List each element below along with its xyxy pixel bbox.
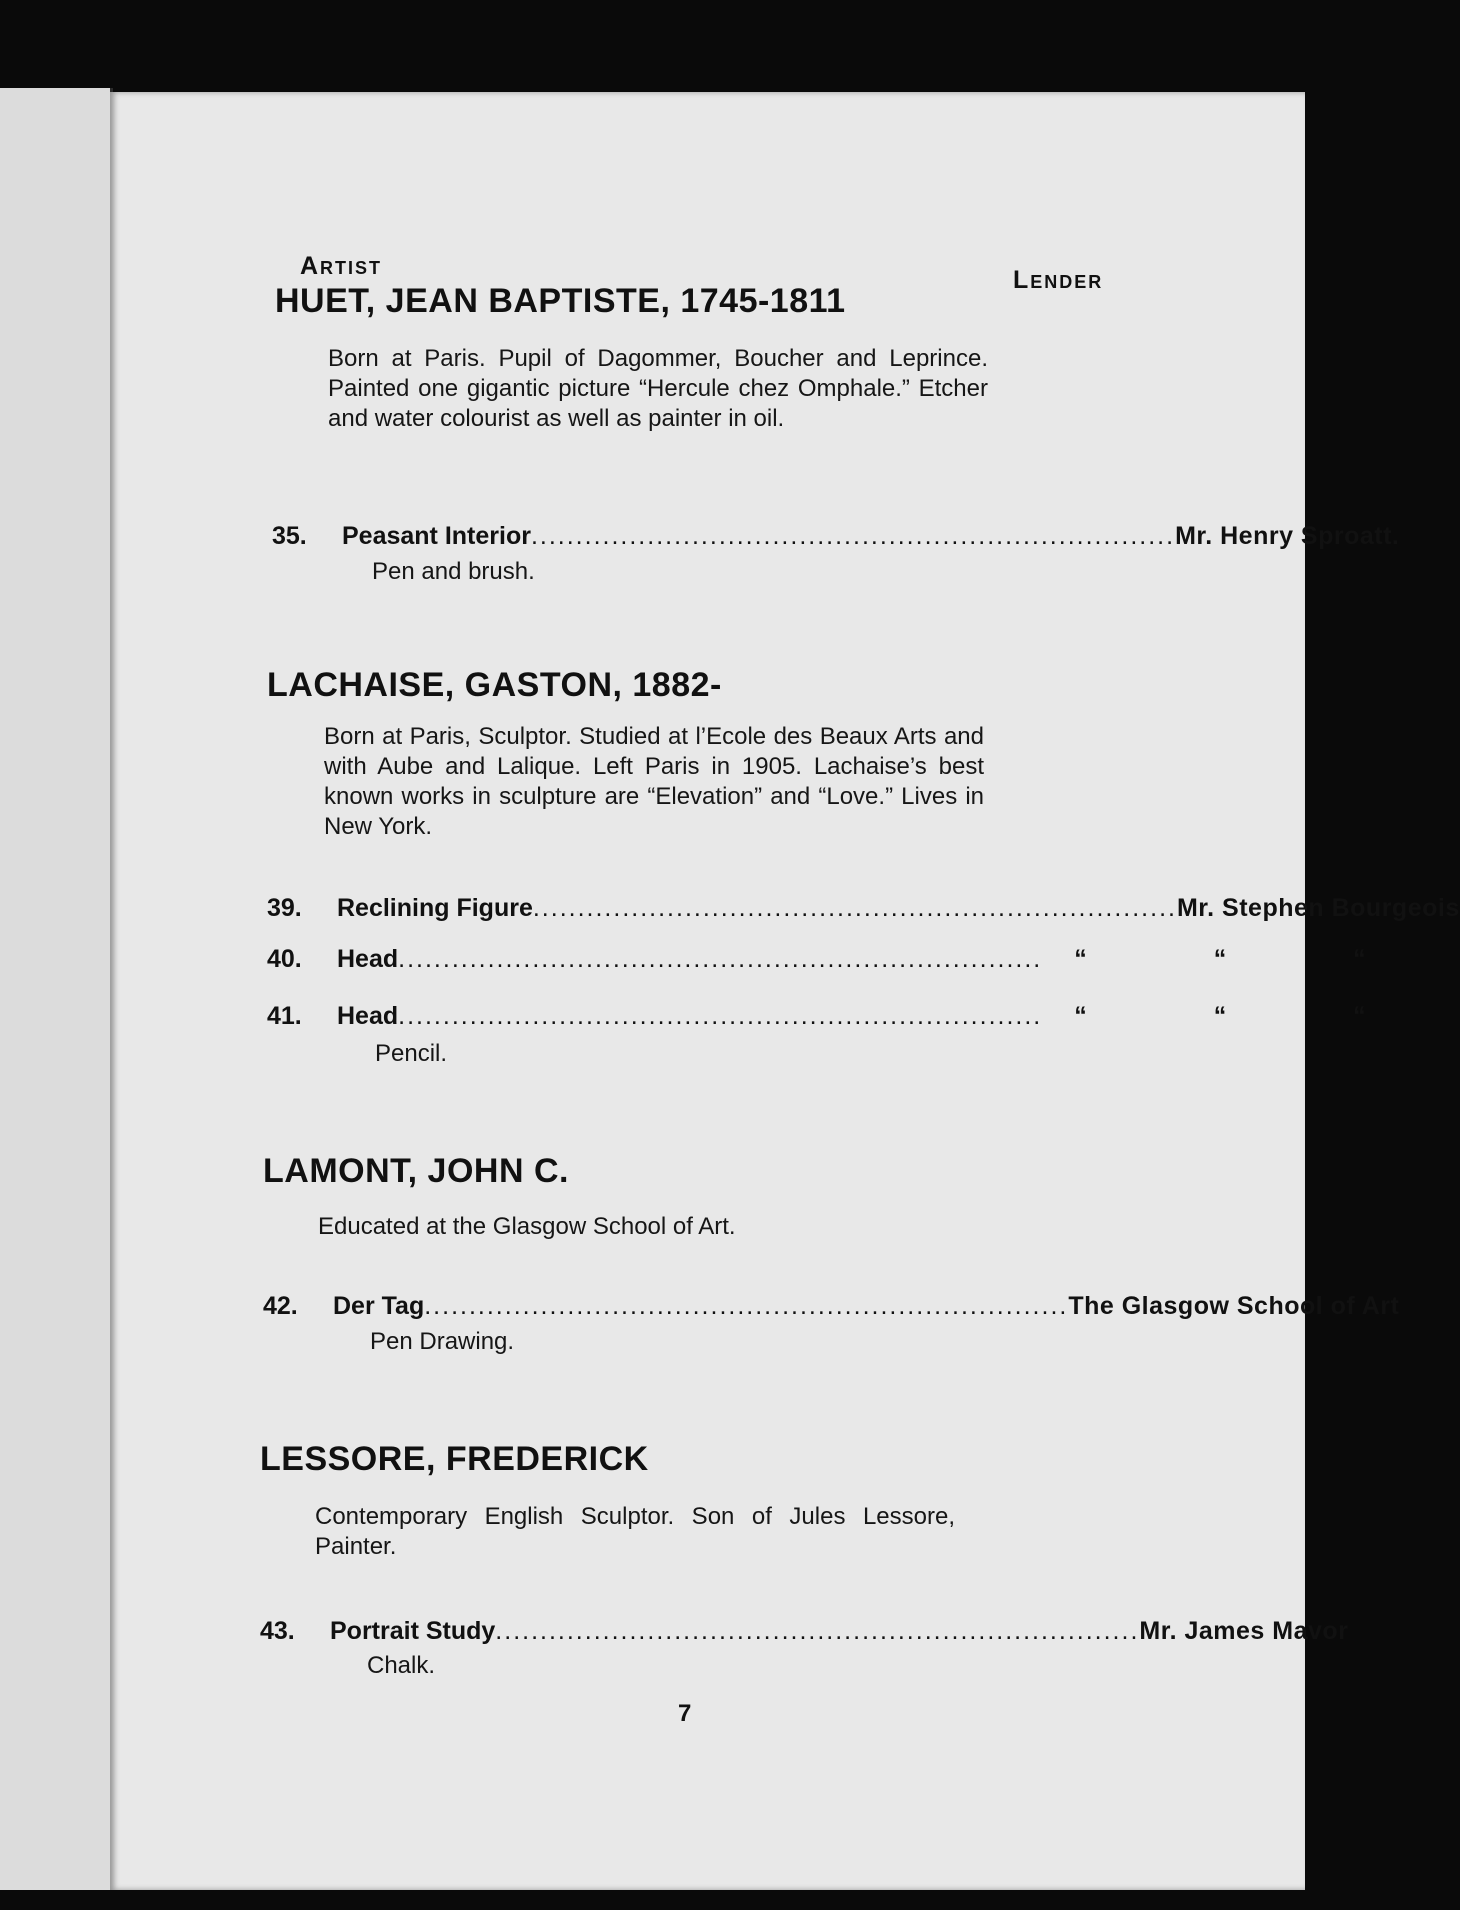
- artist-name-huet: HUET, JEAN BAPTISTE, 1745-1811: [275, 282, 846, 320]
- catalogue-entry: [267, 894, 1460, 928]
- lender-column-header: Lender: [1013, 266, 1104, 294]
- entry-number: 42.: [263, 1292, 298, 1320]
- entry-number: 40.: [267, 945, 302, 973]
- work-lender: The Glasgow School of Art: [1068, 1292, 1400, 1320]
- catalogue-page: [110, 92, 1460, 1890]
- work-lender: Mr. James Mavor: [1139, 1617, 1349, 1645]
- artist-bio-lessore: Contemporary English Sculptor. Son of Jules Lessore, Painter.: [315, 1503, 955, 1560]
- catalogue-entry: [272, 522, 1400, 556]
- catalogue-entry: [260, 1617, 1349, 1651]
- artist-name-lessore: LESSORE, FREDERICK: [260, 1440, 649, 1478]
- page-number: 7: [678, 1700, 692, 1727]
- artist-column-header: Artist: [300, 252, 383, 280]
- artist-name-lamont: LAMONT, JOHN C.: [263, 1152, 569, 1190]
- artist-name-lachaise: LACHAISE, GASTON, 1882-: [267, 666, 722, 704]
- work-lender: Mr. Stephen Bourgeois: [1176, 894, 1460, 922]
- catalogue-entry: [267, 945, 1426, 979]
- leader-dots: ........................................................................: [398, 945, 1043, 973]
- work-medium: Chalk.: [367, 1652, 436, 1679]
- entry-number: 43.: [260, 1617, 295, 1645]
- leader-dots: ........................................................................: [398, 1002, 1043, 1030]
- entry-number: 41.: [267, 1002, 302, 1030]
- work-medium: Pen Drawing.: [370, 1328, 515, 1355]
- artist-bio-lachaise: Born at Paris, Sculptor. Studied at l’Ecole des Beaux Arts and with Aube and Lalique. Left Paris in 1905. Lachaise’s best known works in sculpture are “Elevation” and “Love.” Lives in New York.: [324, 723, 984, 840]
- work-title: Peasant Interior: [342, 522, 531, 550]
- work-title: Der Tag: [333, 1292, 425, 1320]
- work-title: Reclining Figure: [337, 894, 533, 922]
- previous-page-edge: [0, 88, 113, 1890]
- work-title: Head: [337, 1002, 399, 1030]
- work-title: Portrait Study: [330, 1617, 496, 1645]
- work-lender-ditto: “ “ “: [1074, 945, 1426, 973]
- entry-number: 39.: [267, 894, 302, 922]
- catalogue-entry: [267, 1002, 1426, 1036]
- work-lender-ditto: “ “ “: [1074, 1002, 1426, 1030]
- work-lender: Mr. Henry Sproatt.: [1175, 522, 1400, 550]
- work-title: Head: [337, 945, 399, 973]
- entry-number: 35.: [272, 522, 307, 550]
- artist-bio-lamont: Educated at the Glasgow School of Art.: [318, 1213, 736, 1240]
- leader-dots: ........................................................................: [495, 1617, 1140, 1645]
- work-medium: Pen and brush.: [372, 558, 535, 585]
- leader-dots: ........................................................................: [530, 522, 1176, 550]
- artist-bio-huet: Born at Paris. Pupil of Dagommer, Boucher and Leprince. Painted one gigantic picture “Hercule chez Omphale.” Etcher and water colourist as well as painter in oil.: [328, 345, 988, 432]
- leader-dots: ........................................................................: [424, 1292, 1069, 1320]
- work-medium: Pencil.: [375, 1040, 448, 1067]
- catalogue-entry: [263, 1292, 1400, 1326]
- leader-dots: ........................................................................: [532, 894, 1177, 922]
